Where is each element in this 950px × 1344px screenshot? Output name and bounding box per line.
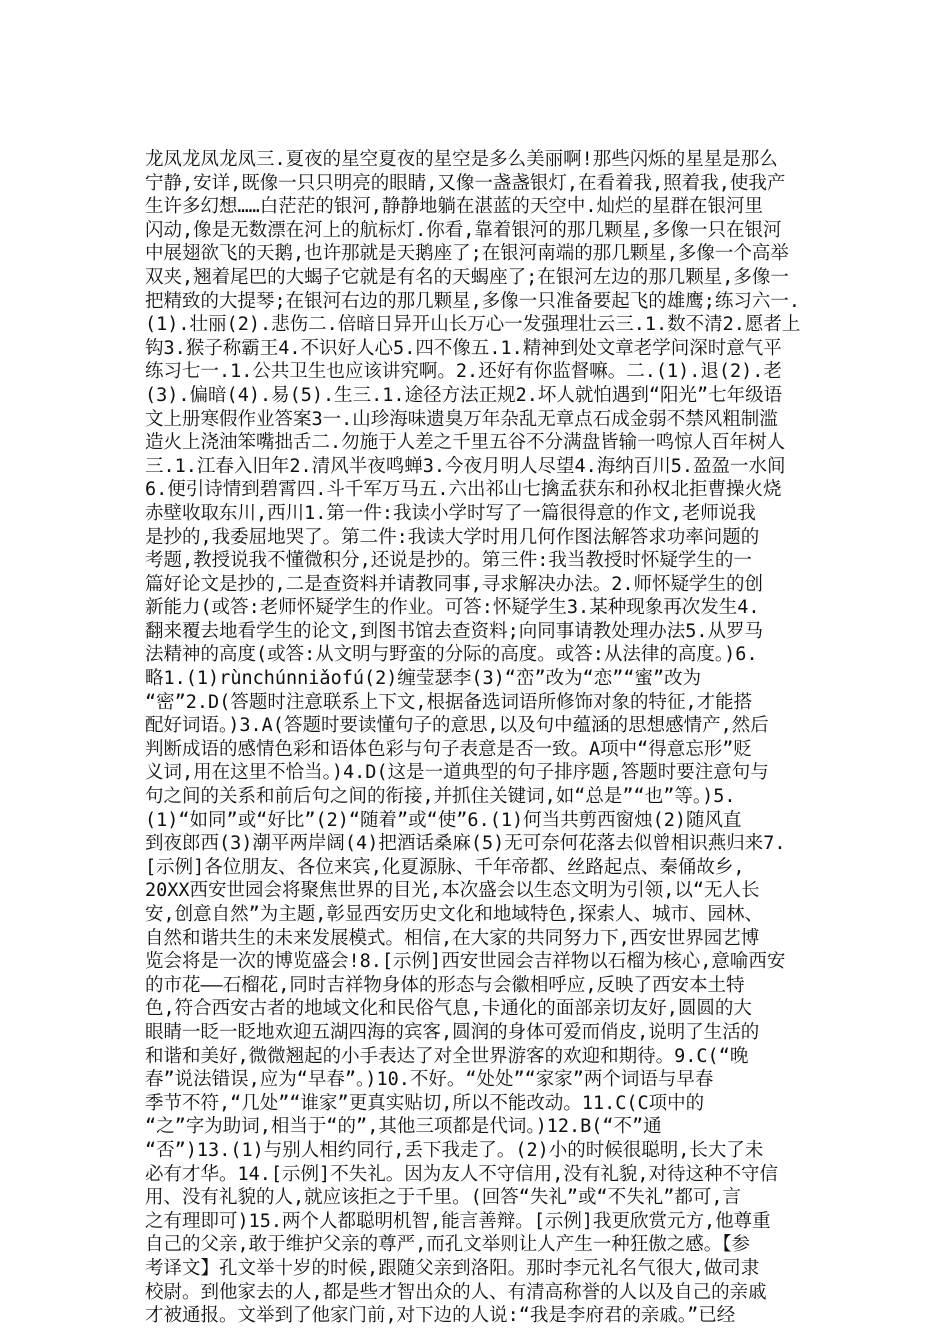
text-line: 自己的父亲,敢于维护父亲的尊严,而孔文举则让人产生一种狂傲之感。【参 [145,1234,751,1256]
text-line: 文上册寒假作业答案3一.山珍海味遗臭万年杂乱无章点石成金弱不禁风粗制滥 [145,408,778,430]
text-line: 必有才华。14.[示例]不失礼。因为友人不守信用,没有礼貌,对待这种不守信 [145,1163,778,1185]
text-line: 色,符合西安古者的地域文化和民俗气息,卡通化的面部亲切友好,圆圆的大 [145,998,752,1020]
text-line: 校尉。到他家去的人,都是些才智出众的人、有清高称誉的人以及自己的亲戚 [145,1281,767,1303]
document-body [145,148,815,1328]
text-line: “之”字为助词,相当于“的”,其他三项都是代词。)12.B(“不”通 [145,1116,662,1138]
text-line: 龙凤龙凤龙凤三.夏夜的星空夏夜的星空是多么美丽啊!那些闪烁的星星是那么 [145,149,778,170]
text-line: 句之间的关系和前后句之间的衔接,并抓住关键词,如“总是”“也”等。)5. [145,786,736,808]
text-line: 眼睛一眨一眨地欢迎五湖四海的宾客,圆润的身体可爱而俏皮,说明了生活的 [145,1021,760,1043]
text-line: 季节不符,“几处”“谁家”更真实贴切,所以不能改动。11.C(C项中的 [145,1092,705,1114]
text-line: 篇好论文是抄的,二是查资料并请教同事,寻求解决办法。2.师怀疑学生的创 [145,573,764,595]
text-line: 义词,用在这里不恰当。)4.D(这是一道典型的句子排序题,答题时要注意句与 [145,762,769,784]
text-line: 法精神的高度(或答:从文明与野蛮的分际的高度。或答:从法律的高度。)6. [145,644,758,666]
text-line: 把精致的大提琴;在银河右边的那几颗星,多像一只准备要起飞的雄鹰;练习六一. [145,290,801,312]
text-line: 双夹,翘着尾巴的大蝎子它就是有名的天蝎座了;在银河左边的那几颗星,多像一 [145,266,789,288]
text-line: 自然和谐共生的未来发展模式。相信,在大家的共同努力下,西安世界园艺博 [145,927,760,949]
text-line: 中展翅欲飞的天鹅,也许那就是天鹅座了;在银河南端的那几颗星,多像一个高举 [145,243,789,265]
text-line: 翻来覆去地看学生的论文,到图书馆去查资料;向同事请教处理办法5.从罗马 [145,620,764,642]
text-line: 20XX西安世园会将聚焦世界的目光,本次盛会以生态文明为引领,以“无人长 [145,880,760,902]
text-line: 造火上浇油笨嘴拙舌二.勿施于人差之千里五谷不分满盘皆输一鸣惊人百年树人 [145,432,786,454]
text-line: 6.便引诗情到碧霄四.斗千军万马五.六出祁山七擒孟获东和孙权北拒曹操火烧 [145,479,782,501]
text-line: 宁静,安详,既像一只只明亮的眼睛,又像一盏盏银灯,在看着我,照着我,使我产 [145,172,786,194]
text-line: 的市花——石榴花,同时吉祥物身体的形态与会徽相呼应,反映了西安本土特 [145,974,745,996]
text-line: 才被通报。文举到了他家门前,对下边的人说:“我是李府君的亲戚。”已经 [145,1305,736,1327]
text-line: 判断成语的感情色彩和语体色彩与句子表意是否一致。A项中“得意忘形”贬 [145,738,752,760]
text-line: “否”)13.(1)与别人相约同行,丢下我走了。(2)小的时候很聪明,长大了未 [145,1139,764,1161]
text-line: 春”说法错误,应为“早春”。)10.不好。“处处”“家家”两个词语与早春 [145,1069,714,1091]
text-line: [示例]各位朋友、各位来宾,化夏源脉、千年帝都、丝路起点、秦俑故乡, [145,856,745,878]
text-line: 览会将是一次的博览盛会!8.[示例]西安世园会吉祥物以石榴为核心,意喻西安 [145,951,786,973]
text-line: “密”2.D(答题时注意联系上下文,根据备选词语所修饰对象的特征,才能搭 [145,691,753,713]
text-line: 略1.(1)rùnchúnniǎofú(2)缠莹瑟李(3)“峦”改为“恋”“蜜”改为 [145,668,702,690]
text-line: 考题,教授说我不懂微积分,还说是抄的。第三件:我当教授时怀疑学生的一 [145,550,752,572]
text-line: (1).壮丽(2).悲伤二.倍暗日异开山长万心一发强理壮云三.1.数不清2.愿者上 [145,314,801,336]
text-line: 之有理即可)15.两个人都聪明机智,能言善辩。[示例]我更欣赏元方,他尊重 [145,1210,771,1232]
text-line: 安,创意自然”为主题,彰显西安历史文化和地域特色,探索人、城市、园林、 [145,904,764,925]
text-line: 到夜郎西(3)潮平两岸阔(4)把酒话桑麻(5)无可奈何花落去似曾相识燕归来7. [145,833,786,855]
text-line: 和谐和美好,微微翘起的小手表达了对全世界游客的欢迎和期待。9.C(“晚 [145,1045,749,1067]
text-line: 生许多幻想……白茫茫的银河,静静地躺在湛蓝的天空中.灿烂的星群在银河里 [145,196,764,218]
text-line: 是抄的,我委屈地哭了。第二件:我读大学时用几何作图法解答求功率问题的 [145,526,760,548]
text-line: 钩3.猴子称霸王4.不识好人心5.四不像五.1.精神到处文章老学问深时意气平 [145,337,782,359]
text-line: 练习七一.1.公共卫生也应该讲究啊。2.还好有你监督嘛。二.(1).退(2).老 [145,361,782,383]
text-line: (3).偏暗(4).易(5).生三.1.途径方法正规2.坏人就怕遇到“阳光”七年级语 [145,384,783,406]
text-line: 赤壁收取东川,西川1.第一件:我读小学时写了一篇很得意的作文,老师说我 [145,502,756,524]
text-line: 配好词语。)3.A(答题时要读懂句子的意思,以及句中蕴涵的思想感情产,然后 [145,715,769,737]
text-line: (1)“如同”或“好比”(2)“随着”或“使”6.(1)何当共剪西窗烛(2)随风直 [145,809,742,831]
text-line: 三.1.江春入旧年2.清风半夜鸣蝉3.今夜月明人尽望4.海纳百川5.盈盈一水间 [145,455,786,477]
text-line: 新能力(或答:老师怀疑学生的作业。可答:怀疑学生3.某种现象再次发生4. [145,597,760,619]
text-line: 用、没有礼貌的人,就应该拒之于千里。(回答“失礼”或“不失礼”都可,言 [145,1187,741,1209]
text-line: 考译文】孔文举十岁的时候,跟随父亲到洛阳。那时李元礼名气很大,做司隶 [145,1257,760,1279]
text-line: 闪动,像是无数漂在河上的航标灯.你看,靠着银河的那几颗星,多像一只在银河 [145,219,782,241]
